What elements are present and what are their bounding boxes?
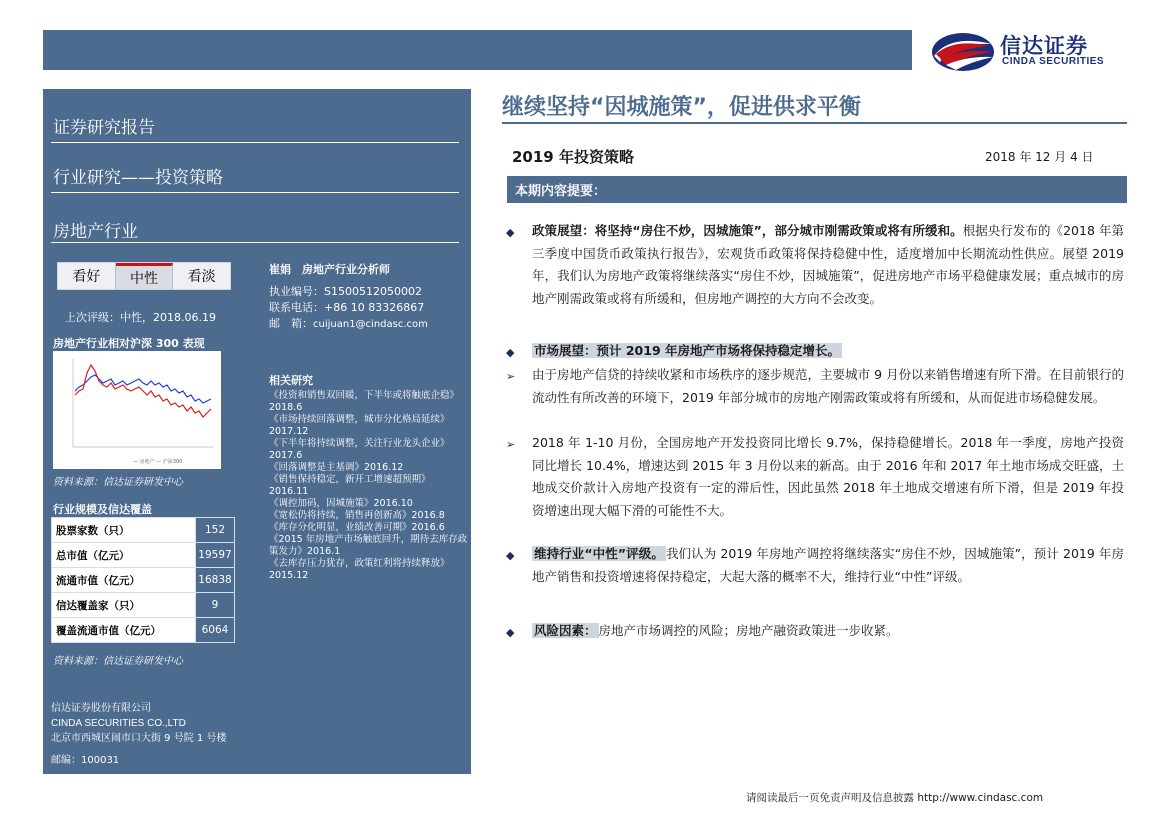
policy-outlook-lead: 政策展望：将坚持“房住不炒，因城施策”，部分城市刚需政策或将有所缓和。 [532, 223, 963, 238]
stats-title: 行业规模及信达覆盖 [53, 501, 152, 519]
chart-source: 资料来源：信达证券研发中心 [53, 477, 183, 488]
divider [51, 242, 459, 243]
chart-title: 房地产行业相对沪深 300 表现 [53, 337, 205, 350]
analyst-phone: 联系电话：+86 10 83326867 [269, 301, 425, 314]
summary-header: 本期内容提要： [507, 176, 1127, 203]
analyst-email-label: 邮 箱： [269, 317, 313, 330]
table-row [52, 618, 235, 643]
stat-label: 覆盖流通市值（亿元） [52, 618, 196, 643]
analyst-info [269, 262, 428, 333]
chart-svg [53, 351, 221, 469]
relative-performance-chart [53, 351, 221, 469]
related-research-header: 相关研究 [269, 374, 313, 387]
related-item: 《去库存压力犹存，政策红利将持续释放》2015.12 [269, 558, 450, 581]
rating-selector [57, 262, 231, 290]
market-outlook-lead: 市场展望：预计 2019 年房地产市场将保持稳定增长。 [534, 343, 840, 358]
industry-name: 房地产行业 [53, 222, 138, 242]
title-rule [502, 122, 1127, 124]
divider [51, 192, 459, 193]
related-item: 《投资和销售双回暖，下半年或将触底企稳》2018.6 [269, 390, 460, 413]
series-realestate-line [75, 365, 211, 417]
market-outlook-paragraph [532, 340, 1124, 363]
stat-label: 流通市值（亿元） [52, 568, 196, 593]
diamond-bullet-icon: ◆ [506, 226, 515, 239]
previous-rating: 上次评级：中性，2018.06.19 [65, 311, 216, 324]
sales-body: 由于房地产信贷的持续收紧和市场秩序的逐步规范，主要城市 9 月份以来销售增速有所下滑。在目前银行的流动性有所改善的环境下，2019 年部分城市的房地产刚需政策或将有所缓和，从而促进市场稳健发展。 [532, 367, 1124, 405]
risk-lead: 风险因素： [534, 623, 597, 638]
risk-paragraph [532, 620, 1124, 643]
industry-stats-table [51, 517, 235, 643]
risk-body: 房地产市场调控的风险；房地产融资政策进一步收紧。 [598, 623, 899, 638]
investment-body: 2018 年 1-10 月份，全国房地产开发投资同比增长 9.7%，保持稳健增长。2018 年一季度，房地产投资同比增长 10.4%，增速达到 2015 年 3 月份以来的新高。由于 2016 年和 2017 年土地市场成交旺盛，土地成交价款计入房地产投资有一定的滞后性，因此虽然 2018 年土地成交增速有所下滑，但是 2019 年投资增速出现大幅下滑的可能性不大。 [532, 435, 1124, 518]
rating-body: 我们认为 2019 年房地产调控将继续落实“房住不炒，因城施策”，预计 2019 年房地产销售和投资增速将保持稳定，大起大落的概率不大，维持行业“中性”评级。 [532, 546, 1124, 584]
rating-option-negative: 看淡 [173, 263, 230, 289]
cinda-logo [930, 28, 1130, 76]
stat-label: 信达覆盖家（只） [52, 593, 196, 618]
company-info [51, 701, 226, 768]
footer-disclaimer: 请阅读最后一页免责声明及信息披露 http://www.cindasc.com [746, 792, 1044, 804]
stat-value: 6064 [196, 618, 235, 643]
report-title: 继续坚持“因城施策”，促进供求平衡 [502, 95, 861, 120]
divider [51, 142, 459, 143]
company-name-en: CINDA SECURITIES CO.,LTD [51, 718, 186, 729]
related-item: 《2015 年房地产市场触底回升，期待去库存政策发力》2016.1 [269, 534, 468, 557]
company-name-cn: 信达证券股份有限公司 [51, 703, 151, 714]
brand-name-cn: 信达证券 [1000, 34, 1088, 58]
investment-paragraph [532, 432, 1124, 522]
report-type: 证券研究报告 [53, 118, 155, 138]
analyst-email[interactable]: cuijuan1@cindasc.com [313, 319, 428, 330]
analyst-name: 崔娟 房地产行业分析师 [269, 263, 390, 276]
stat-value: 152 [196, 518, 235, 543]
diamond-bullet-icon: ◆ [506, 626, 515, 639]
stats-source: 资料来源：信达证券研发中心 [53, 656, 183, 667]
research-category: 行业研究——投资策略 [53, 168, 223, 188]
table-row [52, 543, 235, 568]
related-item: 《库存分化明显，业绩改善可期》2016.6 [269, 522, 445, 533]
related-item: 《市场持续回落调整，城市分化格局延续》2017.12 [269, 414, 450, 437]
stat-value: 9 [196, 593, 235, 618]
policy-outlook-body: 根据央行发布的《2018 年第三季度中国货币政策执行报告》，宏观货币政策将保持稳健中性，适度增加中长期流动性供应。展望 2019 年，我们认为房地产政策将继续落实“房住不炒，因城施策”，促进房地产市场平稳健康发展；重点城市的房地产刚需政策或将有所缓和，但房地产调控的大方向不会改变。 [532, 223, 1124, 306]
chart-legend: — 房地产 — 沪深300 [133, 459, 183, 465]
diamond-bullet-icon: ◆ [506, 549, 515, 562]
table-row [52, 568, 235, 593]
related-item: 《回落调整是主基调》2016.12 [269, 462, 404, 473]
analyst-license: 执业编号：S1500512050002 [269, 285, 422, 298]
rating-lead: 维持行业“中性”评级。 [534, 546, 664, 561]
stat-value: 19597 [196, 543, 235, 568]
arrow-bullet-icon: ➢ [506, 370, 516, 383]
brand-name-en: CINDA SECURITIES [1002, 56, 1105, 67]
policy-outlook-paragraph [532, 220, 1124, 310]
related-item: 《下半年将持续调整，关注行业龙头企业》2017.6 [269, 438, 450, 461]
header-bar [43, 30, 912, 70]
table-row [52, 593, 235, 618]
related-research [269, 375, 469, 582]
report-date: 2018 年 12 月 4 日 [985, 150, 1094, 164]
company-address: 北京市西城区闹市口大街 9 号院 1 号楼 [51, 733, 227, 744]
related-item: 《调控加码，因城施策》2016.10 [269, 498, 413, 509]
rating-option-positive: 看好 [58, 263, 116, 289]
sales-paragraph [532, 364, 1124, 409]
arrow-bullet-icon: ➢ [506, 438, 516, 451]
stat-value: 16838 [196, 568, 235, 593]
series-sh300-line [75, 375, 211, 403]
related-item: 《宽松仍将持续，销售再创新高》2016.8 [269, 510, 445, 521]
report-subtitle: 2019 年投资策略 [512, 148, 634, 166]
stat-label: 股票家数（只） [52, 518, 196, 543]
sidebar [43, 89, 471, 774]
rating-paragraph [532, 543, 1124, 588]
stat-label: 总市值（亿元） [52, 543, 196, 568]
rating-option-neutral: 中性 [116, 263, 174, 289]
cinda-logo-icon [930, 30, 996, 74]
table-row [52, 518, 235, 543]
company-postcode: 邮编：100031 [51, 755, 120, 766]
diamond-bullet-icon: ◆ [506, 346, 515, 359]
related-item: 《销售保持稳定，新开工增速超预期》2016.11 [269, 474, 431, 497]
